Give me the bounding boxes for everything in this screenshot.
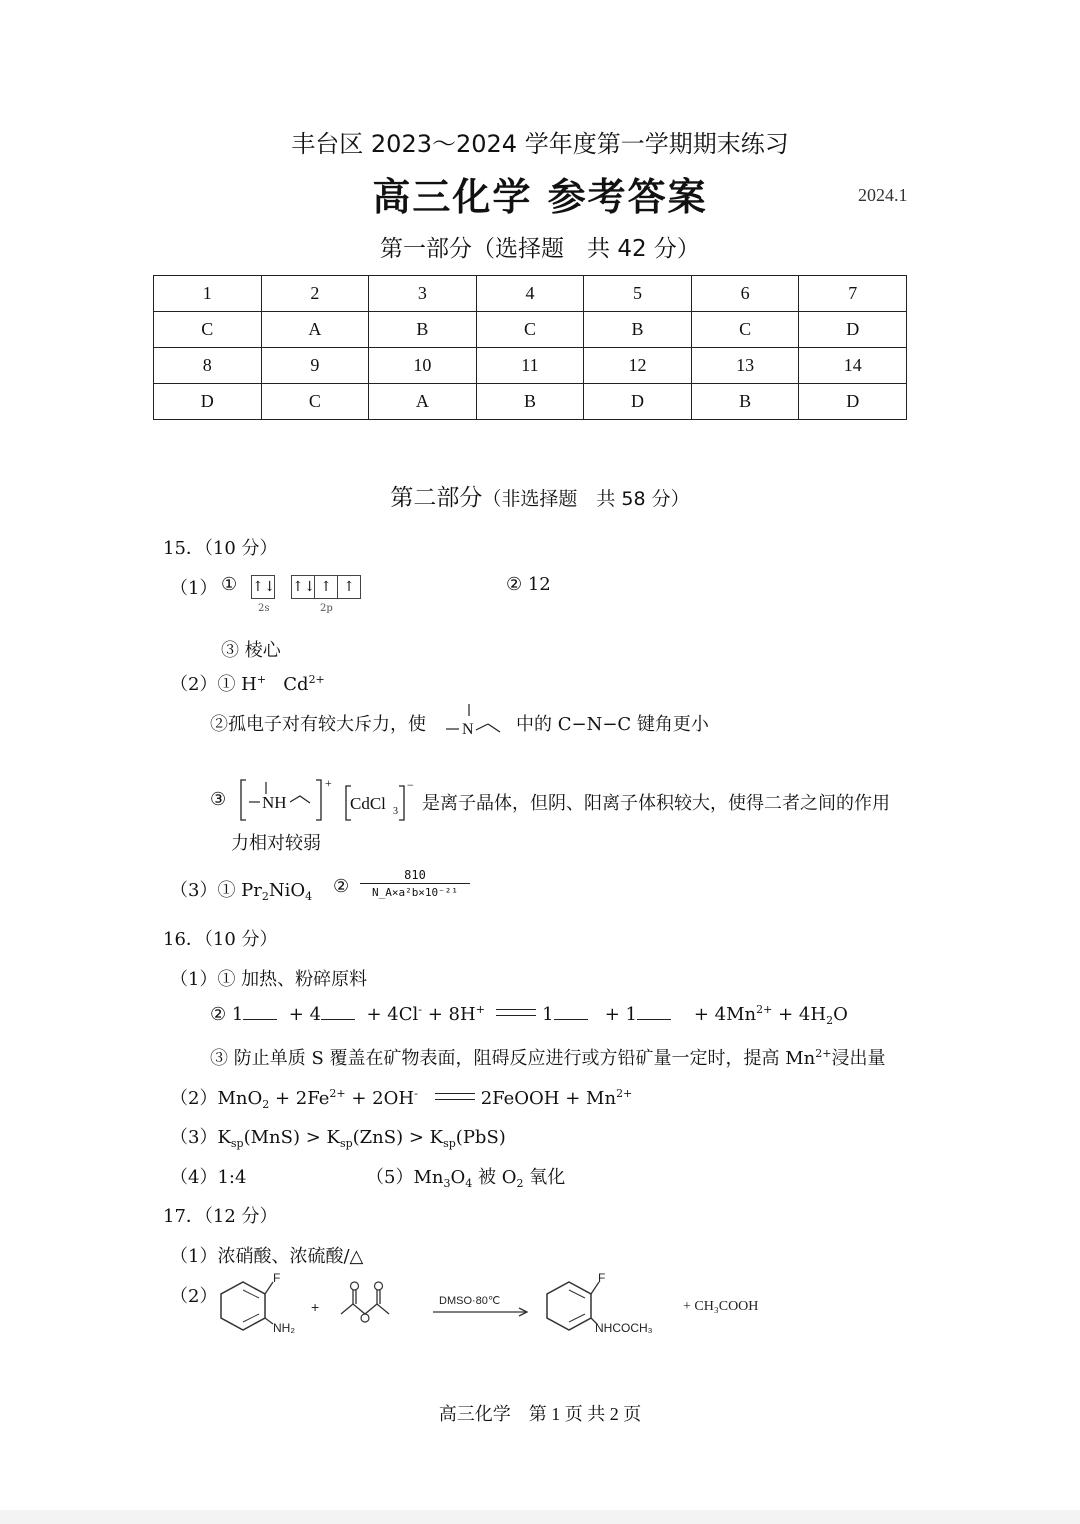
orbital-2s bbox=[251, 575, 275, 599]
q16-header: 16．（10 分） bbox=[163, 929, 278, 950]
table-cell: 9 bbox=[261, 348, 369, 384]
sub: sp bbox=[339, 1137, 353, 1150]
text: NiO bbox=[268, 880, 306, 901]
text: (ZnS) > K bbox=[352, 1127, 444, 1148]
nh-label: NH bbox=[262, 793, 287, 812]
text: 浸出量 bbox=[831, 1048, 886, 1069]
q15-p2-c2-a: ②孤电子对有较大斥力，使 bbox=[210, 714, 426, 735]
text: （2）MnO bbox=[170, 1088, 263, 1109]
q16-l4 bbox=[170, 1084, 632, 1110]
sub: 3 bbox=[443, 1177, 451, 1190]
text: (MnS) > K bbox=[243, 1127, 340, 1148]
table-cell: C bbox=[154, 312, 262, 348]
table-cell: C bbox=[261, 384, 369, 420]
text: + 4 bbox=[288, 1004, 322, 1025]
q15-p1-label: （1） bbox=[170, 578, 218, 599]
text: Cd bbox=[283, 674, 309, 695]
table-cell: 6 bbox=[691, 276, 799, 312]
sub: sp bbox=[230, 1137, 244, 1150]
text: + 1 bbox=[604, 1004, 637, 1025]
part2-title bbox=[0, 479, 1080, 512]
q16-l5 bbox=[170, 1123, 506, 1149]
sup: - bbox=[414, 1087, 418, 1100]
amine-structure-icon bbox=[444, 702, 506, 738]
plus-label: + bbox=[325, 776, 332, 790]
sub: 2 bbox=[826, 1014, 834, 1027]
sup: 2+ bbox=[756, 1003, 773, 1016]
table-cell: A bbox=[261, 312, 369, 348]
date-label: 2024.1 bbox=[858, 185, 908, 205]
q15-p2-c3-text2: 力相对较弱 bbox=[231, 833, 321, 854]
answer-blank bbox=[321, 1005, 355, 1020]
part1-title: 第一部分（选择题 共 42 分） bbox=[380, 236, 700, 262]
q16-l3 bbox=[210, 1044, 885, 1070]
q15-p3-c2: ② bbox=[333, 876, 350, 897]
text: 2FeOOH + Mn bbox=[480, 1088, 617, 1109]
sub: 2 bbox=[261, 890, 269, 903]
text: ② 1 bbox=[210, 1004, 244, 1025]
text: + 2Fe bbox=[274, 1088, 330, 1109]
table-cell: D bbox=[799, 312, 907, 348]
table-cell: 8 bbox=[154, 348, 262, 384]
q17-header: 17．（12 分） bbox=[163, 1206, 278, 1227]
q15-p1-c1: ① bbox=[221, 574, 238, 595]
table-cell: B bbox=[369, 312, 477, 348]
text: （2）① H bbox=[170, 674, 257, 695]
sub3-label: 3 bbox=[393, 806, 398, 817]
table-cell: 1 bbox=[154, 276, 262, 312]
table-cell: D bbox=[584, 384, 692, 420]
sup: 2+ bbox=[616, 1087, 633, 1100]
orbital-box: ↑↓ bbox=[251, 575, 275, 599]
ionic-crystal-formula-icon bbox=[236, 772, 422, 826]
orbital-label-2s: 2s bbox=[258, 603, 270, 614]
orbital-box: ↑ bbox=[315, 575, 338, 599]
q15-p2-c3-mark: ③ bbox=[210, 789, 227, 810]
q16-equation bbox=[210, 1004, 848, 1025]
table-cell: A bbox=[369, 384, 477, 420]
sup: 2+ bbox=[329, 1087, 346, 1100]
table-cell: 3 bbox=[369, 276, 477, 312]
table-row bbox=[154, 348, 907, 384]
part2-title-main: 第二部分 bbox=[390, 485, 483, 511]
table-cell: 12 bbox=[584, 348, 692, 384]
amine-n-label: N bbox=[462, 721, 474, 738]
sup: 2+ bbox=[308, 673, 325, 686]
table-cell: B bbox=[584, 312, 692, 348]
table-cell: 7 bbox=[799, 276, 907, 312]
fraction-denominator: N_A×a²b×10⁻²¹ bbox=[371, 886, 459, 899]
f-label: F bbox=[598, 1271, 606, 1285]
q17-l1: （1）浓硝酸、浓硫酸/△ bbox=[170, 1246, 364, 1267]
q15-p3-c1 bbox=[170, 876, 312, 902]
q16-l1: （1）① 加热、粉碎原料 bbox=[170, 969, 368, 990]
sup: - bbox=[418, 1003, 422, 1016]
text: （3）① Pr bbox=[170, 880, 262, 901]
q15-p2-c1 bbox=[170, 670, 325, 696]
text: + 8H bbox=[427, 1004, 476, 1025]
text: 被 O bbox=[477, 1167, 517, 1188]
text: O bbox=[450, 1167, 466, 1188]
text: + 2OH bbox=[351, 1088, 415, 1109]
text: 1 bbox=[542, 1004, 554, 1025]
q15-p1-c3: ③ 棱心 bbox=[221, 640, 281, 661]
table-cell: D bbox=[799, 384, 907, 420]
q15-p2-c2-b: 中的 C−N−C 键角更小 bbox=[516, 714, 709, 735]
orbital-label-2p: 2p bbox=[320, 603, 333, 614]
answer-table bbox=[153, 275, 907, 420]
answer-blank bbox=[637, 1005, 671, 1020]
sup: + bbox=[256, 673, 267, 686]
table-cell: B bbox=[691, 384, 799, 420]
q16-l6-a: （4）1:4 bbox=[170, 1167, 247, 1188]
table-row bbox=[154, 384, 907, 420]
sup: + bbox=[475, 1003, 485, 1016]
sub: 4 bbox=[465, 1177, 473, 1190]
table-cell: 14 bbox=[799, 348, 907, 384]
text: ③ 防止单质 S 覆盖在矿物表面，阻碍反应进行或方铅矿量一定时，提高 Mn bbox=[210, 1048, 816, 1069]
q17-l2: （2） bbox=[170, 1286, 218, 1307]
text: O bbox=[833, 1004, 848, 1025]
page-footer: 高三化学 第 1 页 共 2 页 bbox=[438, 1404, 642, 1424]
equals-sign bbox=[435, 1093, 475, 1100]
table-cell: 5 bbox=[584, 276, 692, 312]
text: + 4Mn bbox=[693, 1004, 757, 1025]
school-term-title: 丰台区 2023～2024 学年度第一学期期末练习 bbox=[291, 130, 789, 158]
cdcl-label: CdCl bbox=[350, 794, 386, 813]
table-row bbox=[154, 276, 907, 312]
sub: 4 bbox=[305, 890, 313, 903]
text: 氧化 bbox=[529, 1167, 566, 1188]
table-cell: 11 bbox=[476, 348, 584, 384]
text: (PbS) bbox=[455, 1127, 506, 1148]
part2-title-sub: （非选择题 共 58 分） bbox=[482, 488, 690, 510]
q15-header: 15．（10 分） bbox=[163, 538, 278, 559]
q16-l6-b bbox=[366, 1163, 565, 1189]
fraction-numerator: 810 bbox=[360, 868, 470, 884]
equals-sign bbox=[496, 1009, 536, 1016]
q15-p2-c3-text: 是离子晶体，但阴、阳离子体积较大，使得二者之间的作用 bbox=[422, 793, 890, 814]
table-row bbox=[154, 312, 907, 348]
text: （3）K bbox=[170, 1127, 231, 1148]
byproduct-label: + CH₃COOH bbox=[683, 1299, 759, 1314]
f-label: F bbox=[273, 1271, 281, 1285]
table-cell: 13 bbox=[691, 348, 799, 384]
sub: sp bbox=[443, 1137, 456, 1150]
orbital-box: ↑↓ bbox=[291, 575, 315, 599]
bottom-bar bbox=[0, 1510, 1080, 1524]
text: + 4H bbox=[778, 1004, 827, 1025]
table-cell: C bbox=[691, 312, 799, 348]
table-cell: B bbox=[476, 384, 584, 420]
minus-label: − bbox=[407, 778, 414, 792]
table-cell: 4 bbox=[476, 276, 584, 312]
nhcoch3-label: NHCOCH₃ bbox=[595, 1321, 653, 1335]
table-cell: 10 bbox=[369, 348, 477, 384]
orbital-box: ↑ bbox=[338, 575, 361, 599]
reaction-scheme-icon bbox=[215, 1268, 795, 1340]
text: （5）Mn bbox=[366, 1167, 444, 1188]
table-cell: D bbox=[154, 384, 262, 420]
sub: 2 bbox=[262, 1098, 270, 1111]
table-cell: 2 bbox=[261, 276, 369, 312]
text: + 4Cl bbox=[366, 1004, 419, 1025]
answer-blank bbox=[243, 1005, 277, 1020]
orbital-2p bbox=[291, 575, 361, 599]
sup: 2+ bbox=[815, 1047, 832, 1060]
plus-sign: + bbox=[311, 1299, 320, 1315]
answer-blank bbox=[554, 1005, 588, 1020]
density-fraction bbox=[360, 868, 470, 899]
table-cell: C bbox=[476, 312, 584, 348]
q15-p1-c2: ② 12 bbox=[506, 574, 551, 595]
arrow-condition-label: DMSO·80℃ bbox=[439, 1295, 501, 1307]
page-title: 高三化学 参考答案 bbox=[372, 175, 708, 219]
nh2-label: NH₂ bbox=[273, 1321, 295, 1335]
sub: 2 bbox=[516, 1177, 524, 1190]
